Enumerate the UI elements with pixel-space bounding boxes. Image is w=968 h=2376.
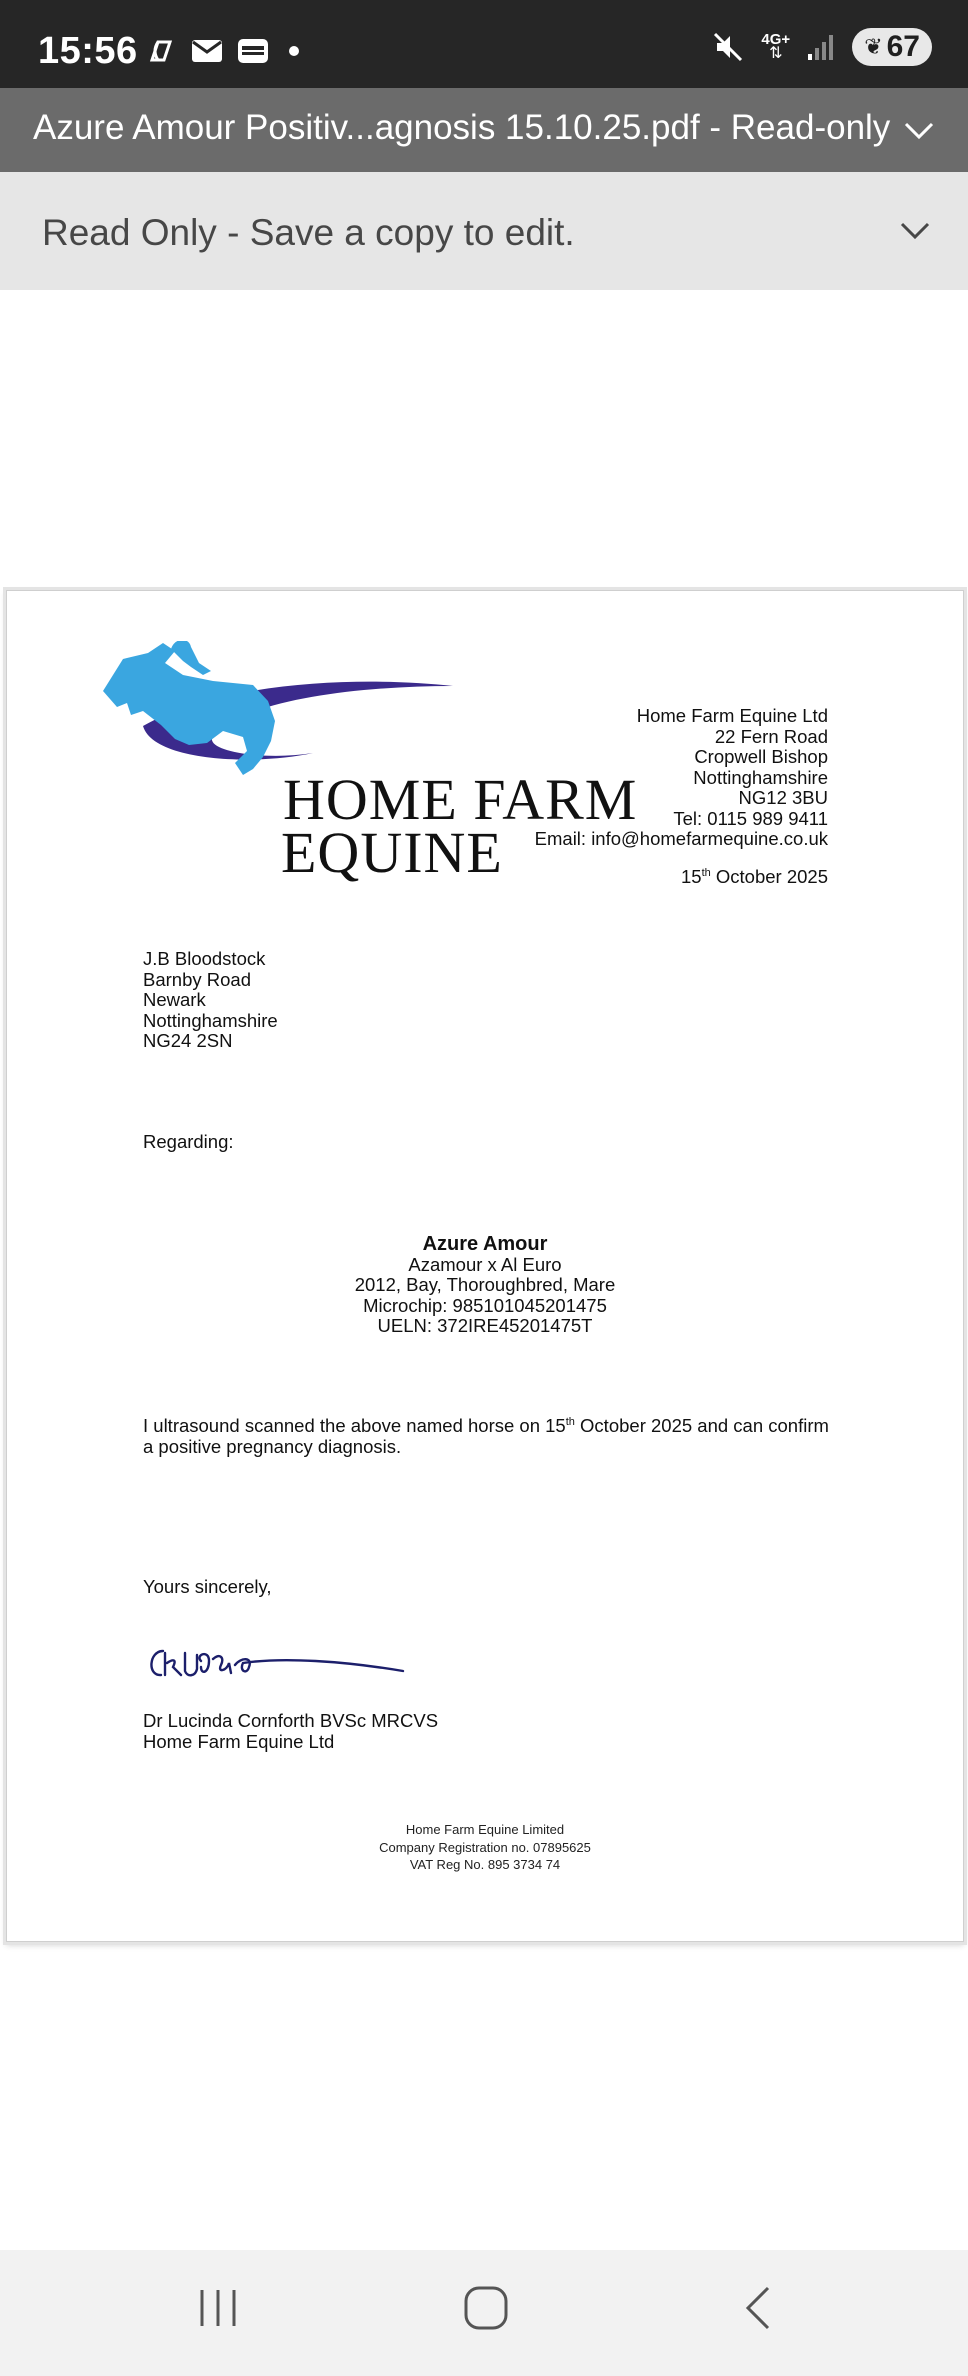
- horse-details: [7, 1234, 963, 1337]
- battery-icon: [852, 28, 932, 66]
- signer-name: Dr Lucinda Cornforth BVSc MRCVS: [143, 1710, 439, 1731]
- signer-company: Home Farm Equine Ltd: [143, 1730, 335, 1752]
- status-system-icons: [711, 28, 932, 66]
- recents-button[interactable]: [196, 2284, 240, 2332]
- date-day: 15: [680, 866, 702, 887]
- recipient-street: Barnby Road: [143, 968, 251, 990]
- sender-email: Email: info@homefarmequine.co.uk: [534, 828, 828, 849]
- letter-footer: [7, 1821, 963, 1874]
- sender-tel: Tel: 0115 989 9411: [673, 807, 828, 829]
- body-sup: th: [565, 1415, 575, 1428]
- recipient-town: Newark: [143, 989, 206, 1010]
- document-title: Azure Amour Positiv...agnosis 15.10.25.pdf - Read-only: [33, 108, 891, 147]
- footer-vat: VAT Reg No. 895 3734 74: [409, 1857, 561, 1872]
- sender-town: Cropwell Bishop: [694, 746, 828, 767]
- dot-icon: [282, 37, 306, 65]
- regarding-label: Regarding:: [143, 1131, 234, 1152]
- logo-text-line2: EQUINE: [281, 820, 503, 885]
- logo-text-line1: HOME FARM: [283, 767, 638, 832]
- chevron-down-icon[interactable]: [902, 116, 936, 146]
- status-notification-icons: [144, 34, 306, 68]
- status-bar: [0, 0, 968, 88]
- horse-name: Azure Amour: [422, 1233, 548, 1255]
- document-title-bar[interactable]: [0, 88, 968, 172]
- letter-date: [681, 866, 828, 888]
- system-navigation-bar: [0, 2250, 968, 2376]
- battery-level: 67: [886, 30, 920, 63]
- sender-company: Home Farm Equine Ltd: [636, 705, 828, 726]
- recipient-address: [143, 949, 278, 1052]
- date-suffix: th: [701, 866, 711, 879]
- horse-ueln: UELN: 372IRE45201475T: [377, 1315, 593, 1336]
- recipient-postcode: NG24 2SN: [143, 1030, 233, 1051]
- body-part1: I ultrasound scanned the above named horse on 15: [143, 1415, 566, 1436]
- copilot-icon: [144, 34, 178, 68]
- handwritten-signature: [143, 1631, 433, 1691]
- pdf-page: [6, 590, 964, 1942]
- logo-rider: [171, 641, 211, 675]
- chevron-down-icon[interactable]: [898, 216, 932, 246]
- body-part2: October 2025 and can confirm a positive pregnancy diagnosis.: [143, 1415, 829, 1457]
- recipient-name: J.B Bloodstock: [143, 948, 266, 969]
- read-only-message: Read Only - Save a copy to edit.: [42, 212, 575, 253]
- horse-description: 2012, Bay, Thoroughbred, Mare: [354, 1274, 616, 1295]
- document-viewer[interactable]: [0, 290, 968, 2250]
- home-button[interactable]: [462, 2284, 510, 2332]
- sender-street: 22 Fern Road: [714, 725, 828, 747]
- footer-company: Home Farm Equine Limited: [405, 1822, 565, 1837]
- network-label: 4G+: [761, 31, 791, 48]
- status-time: 15:56: [38, 30, 138, 72]
- footer-registration: Company Registration no. 07895625: [379, 1839, 591, 1855]
- closing-salutation: Yours sincerely,: [143, 1576, 272, 1597]
- letter-body: [143, 1416, 843, 1457]
- battery-leaf-icon: ❦: [864, 34, 883, 59]
- horse-breeding: Azamour x Al Euro: [408, 1253, 562, 1275]
- horse-microchip: Microchip: 985101045201475: [363, 1294, 607, 1316]
- sender-postcode: NG12 3BU: [738, 787, 828, 808]
- signer-block: [143, 1711, 438, 1752]
- wallet-icon: [236, 37, 270, 65]
- network-arrows: ⇅: [769, 45, 783, 62]
- signal-icon: [806, 32, 836, 62]
- sender-address: [535, 706, 828, 850]
- network-4g-icon: [761, 33, 790, 61]
- mute-icon: [711, 30, 745, 64]
- back-button[interactable]: [740, 2284, 776, 2332]
- sender-county: Nottinghamshire: [693, 766, 828, 788]
- recipient-county: Nottinghamshire: [143, 1009, 278, 1031]
- read-only-banner[interactable]: [0, 172, 968, 291]
- date-rest: October 2025: [710, 866, 828, 887]
- mail-icon: [190, 37, 224, 65]
